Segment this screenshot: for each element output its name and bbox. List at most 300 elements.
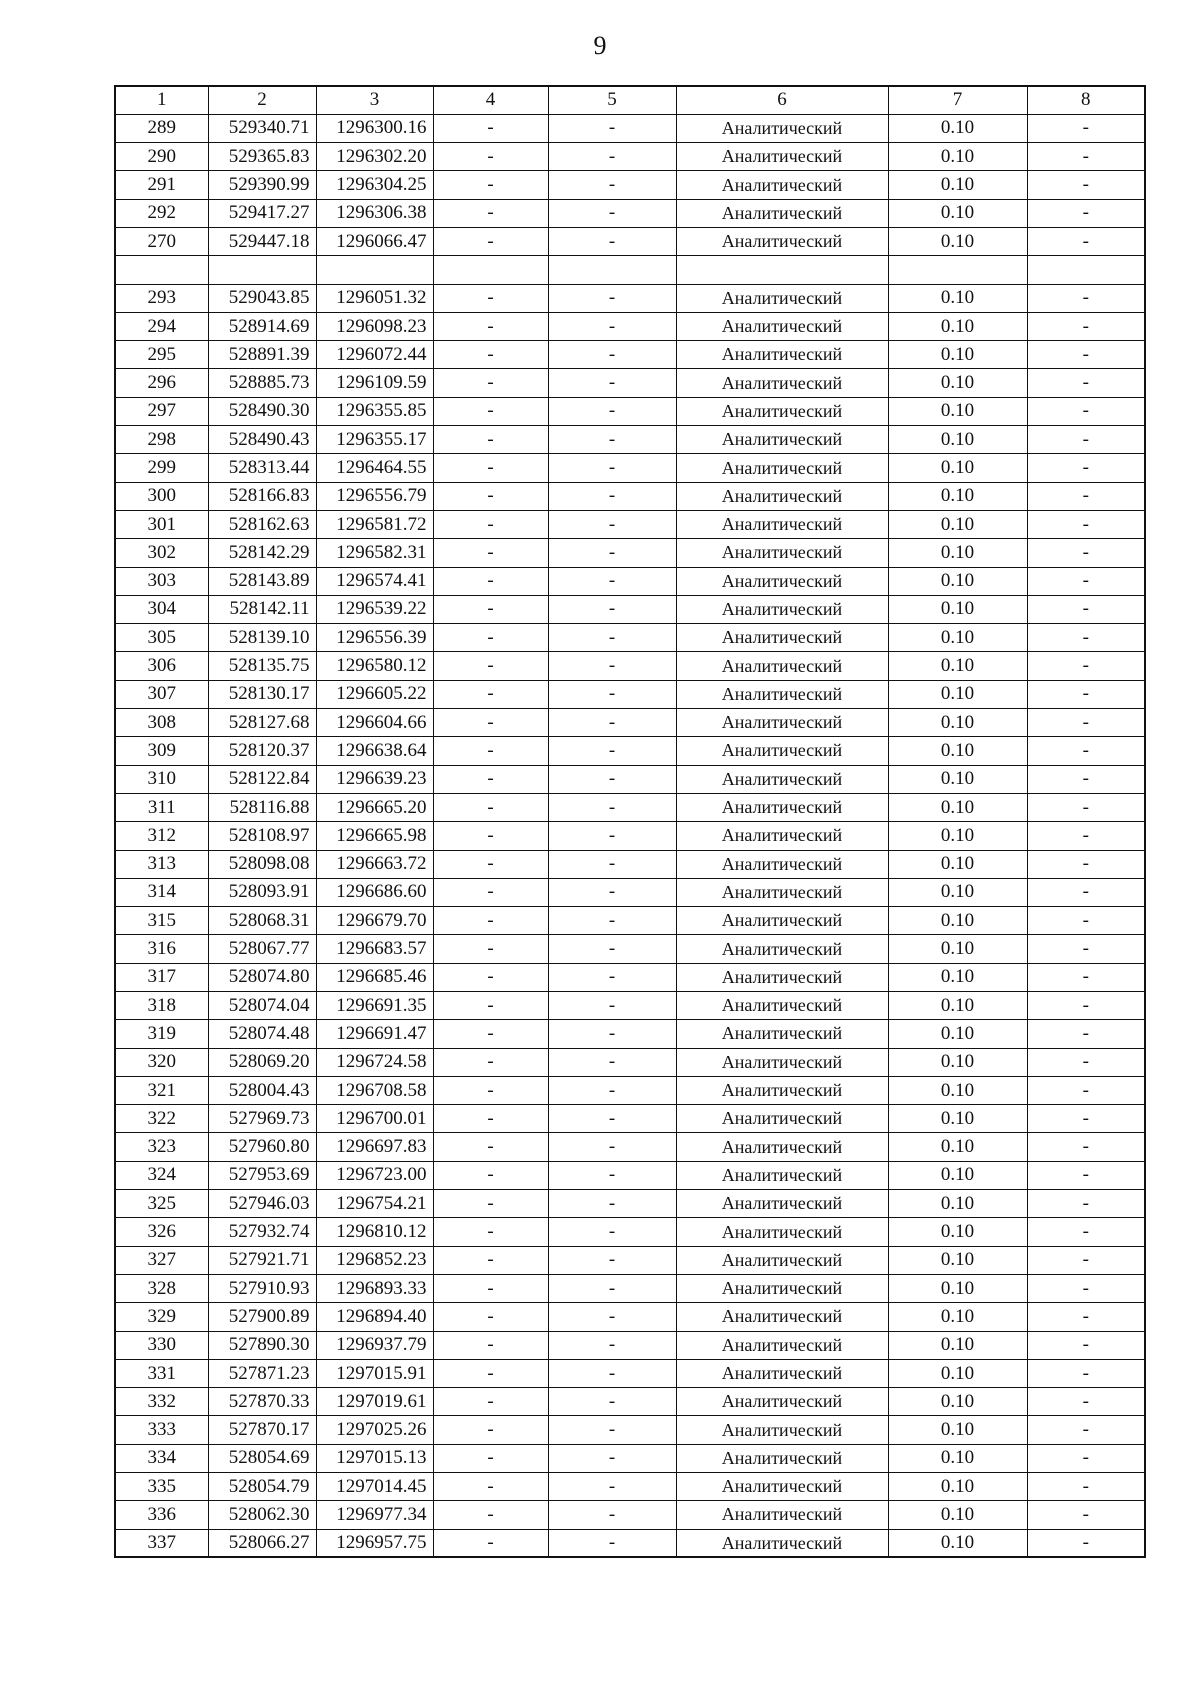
cell-point-number: 299 [115, 454, 208, 482]
cell-col-5: - [548, 1246, 676, 1274]
cell-col-8: - [1027, 850, 1145, 878]
cell-x-coordinate: 528313.44 [208, 454, 316, 482]
cell-col-8: - [1027, 822, 1145, 850]
cell-col-5: - [548, 454, 676, 482]
cell-col-8: - [1027, 426, 1145, 454]
cell-point-number: 313 [115, 850, 208, 878]
cell-accuracy: 0.10 [888, 1331, 1027, 1359]
cell-col-8: - [1027, 963, 1145, 991]
cell-x-coordinate: 527871.23 [208, 1359, 316, 1387]
cell-accuracy: 0.10 [888, 1133, 1027, 1161]
table-row [115, 709, 1145, 737]
cell-x-coordinate: 528066.27 [208, 1529, 316, 1557]
cell-x-coordinate: 528490.30 [208, 397, 316, 425]
cell-col-8: - [1027, 878, 1145, 906]
cell-method: Аналитический [676, 1048, 888, 1076]
cell-col-8: - [1027, 680, 1145, 708]
table-row [115, 765, 1145, 793]
cell-point-number: 305 [115, 624, 208, 652]
cell-accuracy: 0.10 [888, 454, 1027, 482]
cell-y-coordinate: 1297025.26 [316, 1416, 433, 1444]
cell-point-number: 336 [115, 1501, 208, 1529]
cell-accuracy: 0.10 [888, 143, 1027, 171]
cell-col-5: - [548, 1020, 676, 1048]
cell-col-5: - [548, 1444, 676, 1472]
cell-col-4: - [433, 793, 548, 821]
cell-col-5: - [548, 1076, 676, 1104]
header-row [115, 86, 1145, 114]
cell-x-coordinate: 529447.18 [208, 227, 316, 255]
cell-x-coordinate: 528054.79 [208, 1473, 316, 1501]
cell-x-coordinate: 528074.80 [208, 963, 316, 991]
table-row [115, 1416, 1145, 1444]
cell-col-4: - [433, 1020, 548, 1048]
cell-col-5: - [548, 510, 676, 538]
cell-y-coordinate: 1296724.58 [316, 1048, 433, 1076]
table-row [115, 539, 1145, 567]
cell-x-coordinate: 529043.85 [208, 284, 316, 312]
cell-y-coordinate: 1296810.12 [316, 1218, 433, 1246]
cell-col-5: - [548, 935, 676, 963]
cell-method: Аналитический [676, 1218, 888, 1246]
cell-col-4: - [433, 1388, 548, 1416]
cell-x-coordinate: 528069.20 [208, 1048, 316, 1076]
table-row [115, 992, 1145, 1020]
cell-x-coordinate: 528130.17 [208, 680, 316, 708]
cell-col-8: - [1027, 1501, 1145, 1529]
cell-y-coordinate: 1296582.31 [316, 539, 433, 567]
cell-col-8: - [1027, 482, 1145, 510]
cell-point-number: 318 [115, 992, 208, 1020]
cell-col-8: - [1027, 227, 1145, 255]
cell-x-coordinate: 527870.17 [208, 1416, 316, 1444]
cell-x-coordinate: 528004.43 [208, 1076, 316, 1104]
cell-point-number: 325 [115, 1190, 208, 1218]
cell-accuracy: 0.10 [888, 1529, 1027, 1557]
header-cell-3: 3 [316, 86, 433, 114]
cell-point-number: 294 [115, 312, 208, 340]
cell-point-number: 323 [115, 1133, 208, 1161]
cell-accuracy: 0.10 [888, 1444, 1027, 1472]
cell-col-4: - [433, 765, 548, 793]
cell-accuracy: 0.10 [888, 963, 1027, 991]
cell-col-8: - [1027, 1218, 1145, 1246]
cell-method: Аналитический [676, 143, 888, 171]
cell-col-8: - [1027, 793, 1145, 821]
cell-method: Аналитический [676, 737, 888, 765]
table-row [115, 454, 1145, 482]
cell-method: Аналитический [676, 341, 888, 369]
cell-col-4: - [433, 1501, 548, 1529]
cell-y-coordinate: 1297015.13 [316, 1444, 433, 1472]
cell-x-coordinate: 528885.73 [208, 369, 316, 397]
cell-method: Аналитический [676, 1246, 888, 1274]
cell-col-5: - [548, 227, 676, 255]
cell-col-8: - [1027, 1048, 1145, 1076]
cell-col-4: - [433, 1105, 548, 1133]
cell-col-5: - [548, 426, 676, 454]
cell-point-number: 319 [115, 1020, 208, 1048]
cell-x-coordinate: 528098.08 [208, 850, 316, 878]
cell-x-coordinate: 528067.77 [208, 935, 316, 963]
cell-accuracy: 0.10 [888, 1274, 1027, 1302]
cell-method: Аналитический [676, 1274, 888, 1302]
cell-col-4: - [433, 992, 548, 1020]
cell-y-coordinate: 1296098.23 [316, 312, 433, 340]
header-cell-1: 1 [115, 86, 208, 114]
cell-y-coordinate: 1296574.41 [316, 567, 433, 595]
cell-y-coordinate: 1296893.33 [316, 1274, 433, 1302]
cell-y-coordinate: 1296556.39 [316, 624, 433, 652]
cell-point-number: 311 [115, 793, 208, 821]
cell-col-4: - [433, 539, 548, 567]
cell-y-coordinate [316, 256, 433, 284]
cell-point-number: 298 [115, 426, 208, 454]
cell-method: Аналитический [676, 709, 888, 737]
cell-accuracy: 0.10 [888, 680, 1027, 708]
cell-col-4: - [433, 1076, 548, 1104]
table-row [115, 1388, 1145, 1416]
cell-col-5: - [548, 1529, 676, 1557]
table-row [115, 680, 1145, 708]
cell-x-coordinate: 529417.27 [208, 199, 316, 227]
table-row [115, 369, 1145, 397]
table-row [115, 567, 1145, 595]
cell-method: Аналитический [676, 850, 888, 878]
cell-col-5: - [548, 1359, 676, 1387]
cell-x-coordinate: 528127.68 [208, 709, 316, 737]
cell-point-number: 312 [115, 822, 208, 850]
cell-accuracy: 0.10 [888, 765, 1027, 793]
cell-y-coordinate: 1296663.72 [316, 850, 433, 878]
cell-col-8: - [1027, 624, 1145, 652]
cell-col-5: - [548, 963, 676, 991]
cell-x-coordinate: 527946.03 [208, 1190, 316, 1218]
cell-y-coordinate: 1296697.83 [316, 1133, 433, 1161]
cell-accuracy: 0.10 [888, 1190, 1027, 1218]
cell-x-coordinate: 527953.69 [208, 1161, 316, 1189]
table-row [115, 1105, 1145, 1133]
cell-y-coordinate: 1296300.16 [316, 114, 433, 142]
table-row [115, 1473, 1145, 1501]
cell-col-8: - [1027, 907, 1145, 935]
cell-col-8: - [1027, 1246, 1145, 1274]
cell-col-4: - [433, 935, 548, 963]
cell-col-8: - [1027, 1020, 1145, 1048]
cell-method: Аналитический [676, 397, 888, 425]
cell-x-coordinate: 528108.97 [208, 822, 316, 850]
cell-accuracy: 0.10 [888, 426, 1027, 454]
cell-col-8: - [1027, 1416, 1145, 1444]
cell-accuracy: 0.10 [888, 1388, 1027, 1416]
cell-accuracy: 0.10 [888, 1501, 1027, 1529]
table-row [115, 256, 1145, 284]
table-row [115, 1133, 1145, 1161]
cell-x-coordinate: 528068.31 [208, 907, 316, 935]
cell-col-4: - [433, 199, 548, 227]
cell-col-5: - [548, 907, 676, 935]
cell-col-5: - [548, 595, 676, 623]
cell-y-coordinate: 1296072.44 [316, 341, 433, 369]
cell-y-coordinate: 1296302.20 [316, 143, 433, 171]
cell-col-8: - [1027, 284, 1145, 312]
cell-point-number: 303 [115, 567, 208, 595]
cell-x-coordinate: 528093.91 [208, 878, 316, 906]
cell-accuracy: 0.10 [888, 624, 1027, 652]
cell-col-5: - [548, 1133, 676, 1161]
cell-point-number: 270 [115, 227, 208, 255]
cell-method: Аналитический [676, 1190, 888, 1218]
cell-col-8: - [1027, 1303, 1145, 1331]
cell-point-number: 304 [115, 595, 208, 623]
cell-point-number: 328 [115, 1274, 208, 1302]
cell-method: Аналитический [676, 595, 888, 623]
cell-col-4: - [433, 1048, 548, 1076]
cell-method: Аналитический [676, 652, 888, 680]
cell-col-5: - [548, 1331, 676, 1359]
cell-col-8: - [1027, 567, 1145, 595]
cell-y-coordinate: 1296937.79 [316, 1331, 433, 1359]
cell-y-coordinate: 1296977.34 [316, 1501, 433, 1529]
cell-col-4: - [433, 1161, 548, 1189]
cell-accuracy [888, 256, 1027, 284]
table-row [115, 1274, 1145, 1302]
cell-accuracy: 0.10 [888, 114, 1027, 142]
cell-method: Аналитический [676, 935, 888, 963]
cell-accuracy: 0.10 [888, 822, 1027, 850]
cell-col-8: - [1027, 652, 1145, 680]
cell-col-8: - [1027, 171, 1145, 199]
cell-col-8: - [1027, 765, 1145, 793]
cell-col-8: - [1027, 1388, 1145, 1416]
cell-point-number: 295 [115, 341, 208, 369]
cell-x-coordinate: 527960.80 [208, 1133, 316, 1161]
cell-x-coordinate: 527900.89 [208, 1303, 316, 1331]
cell-point-number: 330 [115, 1331, 208, 1359]
table-row [115, 114, 1145, 142]
cell-col-5: - [548, 850, 676, 878]
cell-method: Аналитический [676, 1501, 888, 1529]
cell-col-5: - [548, 397, 676, 425]
cell-col-5: - [548, 1274, 676, 1302]
cell-col-8 [1027, 256, 1145, 284]
cell-col-5: - [548, 143, 676, 171]
cell-col-4: - [433, 680, 548, 708]
cell-point-number: 309 [115, 737, 208, 765]
cell-x-coordinate: 529340.71 [208, 114, 316, 142]
cell-col-4: - [433, 567, 548, 595]
cell-point-number: 337 [115, 1529, 208, 1557]
cell-method: Аналитический [676, 1529, 888, 1557]
cell-point-number: 307 [115, 680, 208, 708]
cell-col-4: - [433, 624, 548, 652]
cell-x-coordinate: 528054.69 [208, 1444, 316, 1472]
cell-method: Аналитический [676, 114, 888, 142]
coordinates-table [114, 85, 1146, 1558]
cell-col-5: - [548, 878, 676, 906]
cell-col-5: - [548, 482, 676, 510]
table-row [115, 1444, 1145, 1472]
cell-point-number: 333 [115, 1416, 208, 1444]
cell-accuracy: 0.10 [888, 171, 1027, 199]
cell-col-5 [548, 256, 676, 284]
cell-accuracy: 0.10 [888, 482, 1027, 510]
cell-y-coordinate: 1296355.17 [316, 426, 433, 454]
cell-accuracy: 0.10 [888, 652, 1027, 680]
cell-y-coordinate: 1296852.23 [316, 1246, 433, 1274]
cell-point-number: 301 [115, 510, 208, 538]
cell-method: Аналитический [676, 793, 888, 821]
cell-point-number: 306 [115, 652, 208, 680]
cell-col-4: - [433, 426, 548, 454]
cell-col-8: - [1027, 935, 1145, 963]
cell-col-5: - [548, 114, 676, 142]
cell-x-coordinate: 529390.99 [208, 171, 316, 199]
cell-x-coordinate: 527969.73 [208, 1105, 316, 1133]
cell-x-coordinate: 527910.93 [208, 1274, 316, 1302]
cell-col-5: - [548, 284, 676, 312]
cell-accuracy: 0.10 [888, 1416, 1027, 1444]
cell-method: Аналитический [676, 680, 888, 708]
cell-method: Аналитический [676, 1359, 888, 1387]
cell-accuracy: 0.10 [888, 1218, 1027, 1246]
cell-point-number: 316 [115, 935, 208, 963]
cell-col-4: - [433, 1473, 548, 1501]
cell-method: Аналитический [676, 1076, 888, 1104]
cell-col-4: - [433, 1331, 548, 1359]
cell-x-coordinate: 528162.63 [208, 510, 316, 538]
cell-method: Аналитический [676, 1133, 888, 1161]
cell-y-coordinate: 1296665.98 [316, 822, 433, 850]
cell-col-4: - [433, 850, 548, 878]
cell-point-number: 292 [115, 199, 208, 227]
cell-point-number: 315 [115, 907, 208, 935]
cell-y-coordinate: 1296700.01 [316, 1105, 433, 1133]
table-row [115, 850, 1145, 878]
cell-col-4: - [433, 1246, 548, 1274]
table-row [115, 1501, 1145, 1529]
table-row [115, 1076, 1145, 1104]
cell-method: Аналитический [676, 765, 888, 793]
cell-x-coordinate: 528074.48 [208, 1020, 316, 1048]
cell-accuracy: 0.10 [888, 935, 1027, 963]
cell-accuracy: 0.10 [888, 907, 1027, 935]
cell-method: Аналитический [676, 1303, 888, 1331]
cell-col-4: - [433, 227, 548, 255]
cell-point-number: 321 [115, 1076, 208, 1104]
cell-y-coordinate: 1296723.00 [316, 1161, 433, 1189]
table-row [115, 1303, 1145, 1331]
cell-col-5: - [548, 199, 676, 227]
cell-method: Аналитический [676, 1388, 888, 1416]
cell-y-coordinate: 1296556.79 [316, 482, 433, 510]
cell-y-coordinate: 1296639.23 [316, 765, 433, 793]
cell-method: Аналитический [676, 1161, 888, 1189]
cell-point-number: 332 [115, 1388, 208, 1416]
cell-col-8: - [1027, 992, 1145, 1020]
cell-col-5: - [548, 822, 676, 850]
cell-point-number: 329 [115, 1303, 208, 1331]
cell-col-8: - [1027, 510, 1145, 538]
cell-col-8: - [1027, 709, 1145, 737]
cell-col-8: - [1027, 737, 1145, 765]
cell-col-5: - [548, 1473, 676, 1501]
cell-col-5: - [548, 793, 676, 821]
cell-accuracy: 0.10 [888, 567, 1027, 595]
table-row [115, 1331, 1145, 1359]
cell-x-coordinate: 528143.89 [208, 567, 316, 595]
cell-col-4: - [433, 312, 548, 340]
cell-point-number [115, 256, 208, 284]
cell-accuracy: 0.10 [888, 737, 1027, 765]
cell-point-number: 302 [115, 539, 208, 567]
cell-accuracy: 0.10 [888, 369, 1027, 397]
cell-point-number: 289 [115, 114, 208, 142]
cell-point-number: 296 [115, 369, 208, 397]
cell-col-4: - [433, 1303, 548, 1331]
cell-accuracy: 0.10 [888, 595, 1027, 623]
cell-col-4: - [433, 878, 548, 906]
cell-point-number: 335 [115, 1473, 208, 1501]
cell-col-4: - [433, 1190, 548, 1218]
cell-y-coordinate: 1296691.35 [316, 992, 433, 1020]
table-row [115, 1529, 1145, 1557]
cell-accuracy: 0.10 [888, 1359, 1027, 1387]
table-body [115, 114, 1145, 1557]
table-row [115, 1020, 1145, 1048]
cell-col-8: - [1027, 1105, 1145, 1133]
cell-method: Аналитический [676, 1444, 888, 1472]
cell-y-coordinate: 1296605.22 [316, 680, 433, 708]
cell-col-4: - [433, 1218, 548, 1246]
cell-y-coordinate: 1296304.25 [316, 171, 433, 199]
cell-accuracy: 0.10 [888, 227, 1027, 255]
cell-col-5: - [548, 652, 676, 680]
cell-point-number: 324 [115, 1161, 208, 1189]
table-header [115, 86, 1145, 114]
cell-accuracy: 0.10 [888, 1161, 1027, 1189]
cell-method: Аналитический [676, 992, 888, 1020]
cell-col-5: - [548, 737, 676, 765]
cell-col-4: - [433, 510, 548, 538]
table-row [115, 1190, 1145, 1218]
cell-col-5: - [548, 1416, 676, 1444]
table-row [115, 312, 1145, 340]
cell-col-5: - [548, 1388, 676, 1416]
table-row [115, 1246, 1145, 1274]
cell-col-4: - [433, 369, 548, 397]
cell-col-8: - [1027, 595, 1145, 623]
cell-y-coordinate: 1296679.70 [316, 907, 433, 935]
cell-method: Аналитический [676, 510, 888, 538]
cell-col-8: - [1027, 1076, 1145, 1104]
cell-accuracy: 0.10 [888, 1303, 1027, 1331]
cell-col-4: - [433, 284, 548, 312]
cell-col-8: - [1027, 312, 1145, 340]
cell-col-8: - [1027, 539, 1145, 567]
cell-method [676, 256, 888, 284]
cell-col-4: - [433, 963, 548, 991]
cell-col-4: - [433, 822, 548, 850]
cell-y-coordinate: 1296580.12 [316, 652, 433, 680]
cell-method: Аналитический [676, 482, 888, 510]
cell-x-coordinate: 528891.39 [208, 341, 316, 369]
cell-point-number: 314 [115, 878, 208, 906]
table-row [115, 595, 1145, 623]
table-row [115, 171, 1145, 199]
cell-col-4: - [433, 482, 548, 510]
cell-accuracy: 0.10 [888, 312, 1027, 340]
